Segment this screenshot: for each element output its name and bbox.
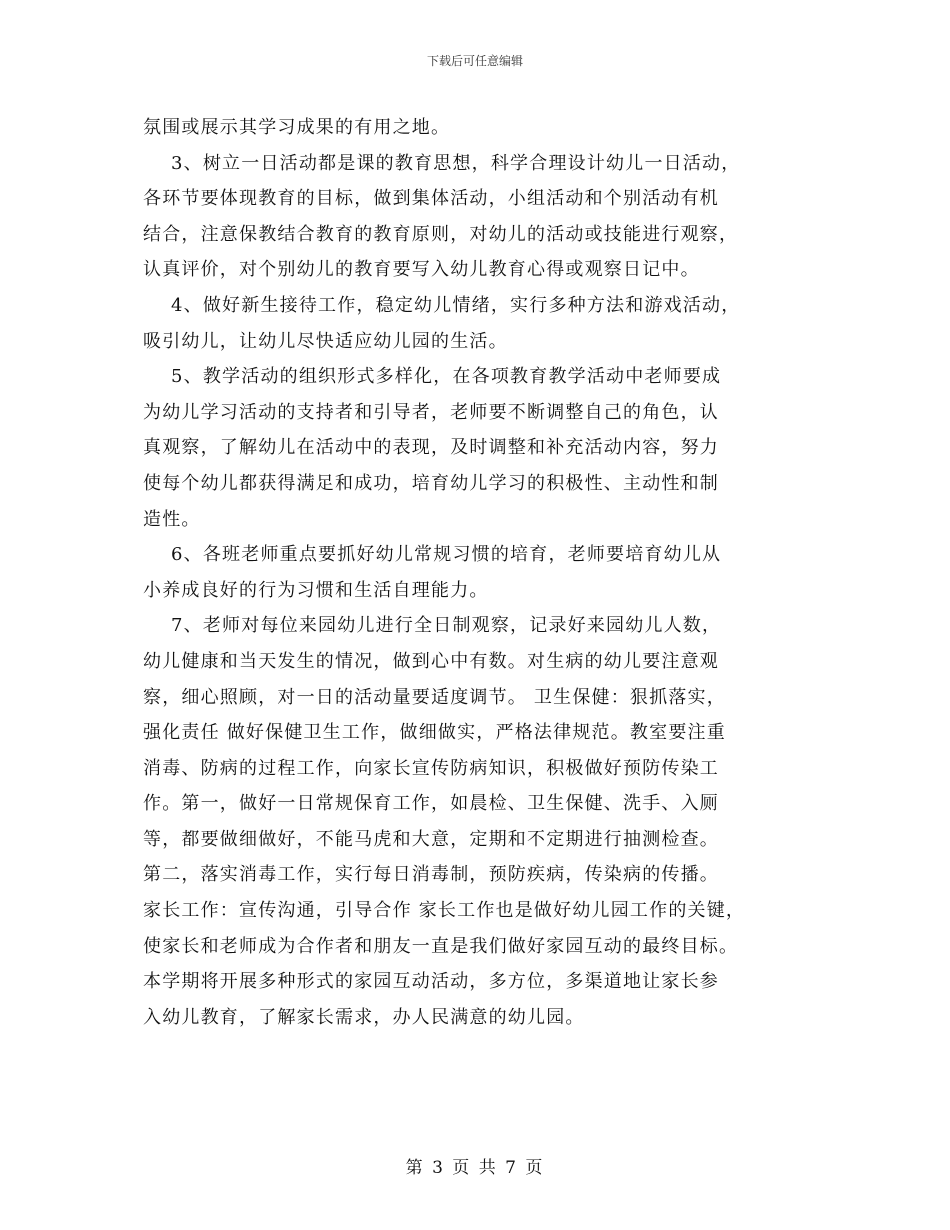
document-body (143, 110, 823, 1035)
paragraph-5-start: 5、教学活动的组织形式多样化，在各项教育教学活动中老师要成 (171, 366, 722, 388)
text-line: 等，都要做细做好，不能马虎和大意，定期和不定期进行抽测检查。 (143, 828, 719, 850)
paragraph-6-start: 6、各班老师重点要抓好幼儿常规习惯的培育，老师要培育幼儿从 (171, 544, 722, 566)
text-line: 为幼儿学习活动的支持者和引导者，老师要不断调整自己的角色，认 (143, 401, 719, 423)
text-line: 造性。 (143, 508, 201, 530)
page-number: 第 3 页 共 7 页 (405, 1158, 545, 1178)
paragraph-7-start: 7、老师对每位来园幼儿进行全日制观察，记录好来园幼儿人数， (171, 615, 722, 637)
text-line: 强化责任 做好保健卫生工作，做细做实，严格法律规范。教室要注重 (143, 722, 726, 744)
text-line: 消毒、防病的过程工作，向家长宣传防病知识，积极做好预防传染工 (143, 757, 719, 779)
text-line: 作。第一，做好一日常规保育工作，如晨检、卫生保健、洗手、入厕 (143, 793, 719, 815)
page-header: 下载后可任意编辑 (426, 54, 523, 68)
text-line: 家长工作：宣传沟通，引导合作 家长工作也是做好幼儿园工作的关键， (143, 900, 746, 922)
text-line: 幼儿健康和当天发生的情况，做到心中有数。对生病的幼儿要注意观 (143, 650, 719, 672)
text-line: 认真评价，对个别幼儿的教育要写入幼儿教育心得或观察日记中。 (143, 259, 700, 281)
text-line: 吸引幼儿，让幼儿尽快适应幼儿园的生活。 (143, 330, 508, 352)
text-line: 真观察，了解幼儿在活动中的表现，及时调整和补充活动内容，努力 (143, 437, 719, 459)
text-line: 各环节要体现教育的目标，做到集体活动，小组活动和个别活动有机 (143, 188, 719, 210)
text-line: 小养成良好的行为习惯和生活自理能力。 (143, 579, 489, 601)
paragraph-4-start: 4、做好新生接待工作，稳定幼儿情绪，实行多种方法和游戏活动， (171, 294, 741, 316)
text-line: 氛围或展示其学习成果的有用之地。 (143, 117, 451, 138)
text-line: 入幼儿教育，了解家长需求，办人民满意的幼儿园。 (143, 1006, 585, 1028)
text-line: 本学期将开展多种形式的家园互动活动，多方位，多渠道地让家长参 (143, 971, 719, 993)
text-line: 使每个幼儿都获得满足和成功，培育幼儿学习的积极性、主动性和制 (143, 472, 719, 494)
text-line: 察，细心照顾，对一日的活动量要适度调节。 卫生保健：狠抓落实， (143, 686, 726, 708)
text-line: 结合，注意保教结合教育的教育原则，对幼儿的活动或技能进行观察， (143, 223, 739, 245)
text-line: 第二，落实消毒工作，实行每日消毒制，预防疾病，传染病的传播。 (143, 864, 719, 886)
text-line: 使家长和老师成为合作者和朋友一直是我们做好家园互动的最终目标。 (143, 935, 739, 957)
paragraph-3-start: 3、树立一日活动都是课的教育思想，科学合理设计幼儿一日活动， (171, 152, 741, 174)
